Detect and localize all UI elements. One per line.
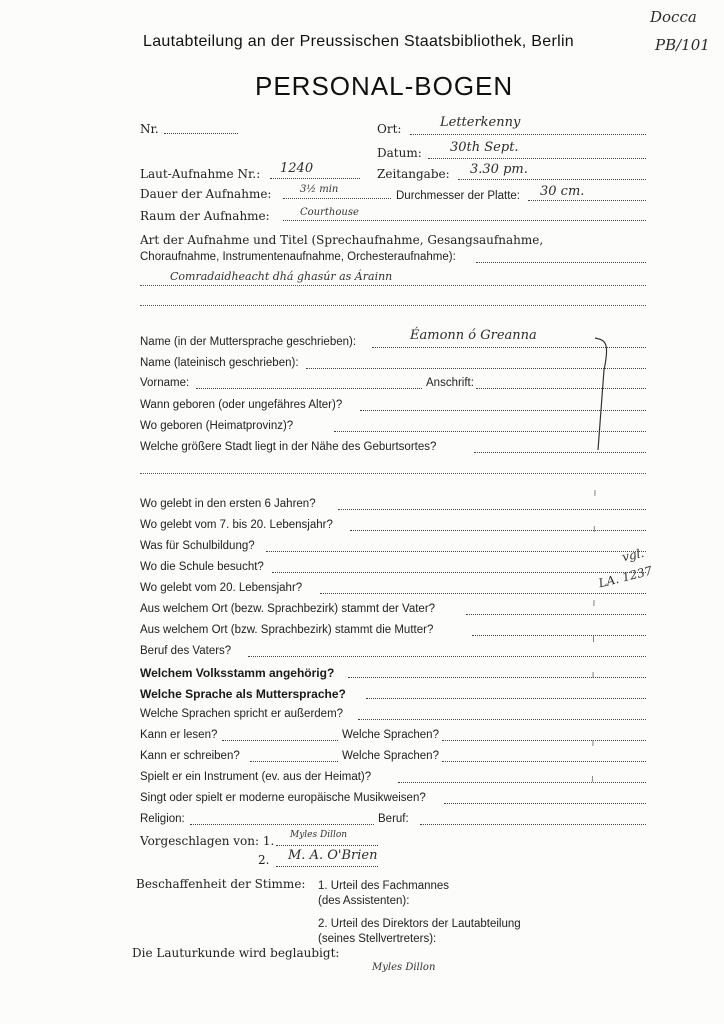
q11-label: Welche Sprachen spricht er außerdem? (140, 708, 344, 720)
geboren-label: Wann geboren (oder ungefähres Alter)? (140, 399, 343, 411)
beglaubigt-label: Die Lauturkunde wird beglaubigt: (132, 946, 340, 960)
q6-field[interactable] (466, 614, 646, 615)
datum-field[interactable] (428, 158, 646, 159)
q10-label: Welche Sprache als Muttersprache? (140, 687, 346, 701)
nr2-label: 2. (258, 853, 270, 867)
q7-label: Aus welchem Ort (bzw. Sprachbezirk) stammt die Mutter? (140, 624, 434, 636)
q13a-label: Kann er schreiben? (140, 750, 240, 762)
dauer-value: 3½ min (300, 184, 339, 195)
religion-label: Religion: (140, 813, 185, 825)
raum-label: Raum der Aufnahme: (140, 209, 270, 223)
q3-label: Was für Schulbildung? (140, 540, 255, 552)
pen-vertical-mark (585, 480, 605, 860)
raum-field[interactable] (283, 220, 646, 221)
corner-note-bottom: PB/101 (655, 36, 710, 54)
urteil2-line1: 2. Urteil des Direktors der Lautabteilung (318, 918, 521, 930)
pen-bracket-mark (590, 330, 620, 470)
art-label-line2: Choraufnahme, Instrumentenaufnahme, Orchesteraufnahme): (140, 251, 456, 263)
q6-label: Aus welchem Ort (bezw. Sprachbezirk) stammt der Vater? (140, 603, 436, 615)
urteil2-line2: (seines Stellvertreters): (318, 933, 437, 945)
name-mutter-value: Éamonn ó Greanna (410, 328, 537, 343)
art-field-line2[interactable] (140, 285, 646, 286)
q5-label: Wo gelebt vom 20. Lebensjahr? (140, 582, 303, 594)
vorgeschlagen-1-field[interactable] (276, 845, 378, 846)
ort-field[interactable] (410, 134, 646, 135)
vorgeschlagen-2-value: M. A. O'Brien (288, 848, 378, 863)
q12a-label: Kann er lesen? (140, 729, 218, 741)
q14-label: Spielt er ein Instrument (ev. aus der Heimat)? (140, 771, 372, 783)
q12b-label: Welche Sprachen? (342, 729, 439, 741)
art-label-line1: Art der Aufnahme und Titel (Sprechaufnahme, Gesangsaufnahme, (140, 233, 544, 247)
vorname-field[interactable] (196, 388, 422, 389)
vorgeschlagen-label: Vorgeschlagen von: 1. (140, 834, 275, 848)
beruf-label: Beruf: (378, 813, 409, 825)
dauer-label: Dauer der Aufnahme: (140, 187, 272, 201)
art-field-line3[interactable] (140, 305, 646, 306)
religion-field[interactable] (190, 824, 374, 825)
note-vgl: vgl. (620, 545, 646, 565)
q8-label: Beruf des Vaters? (140, 645, 232, 657)
stadt-field-line2[interactable] (140, 473, 646, 474)
ort-value: Letterkenny (440, 115, 521, 130)
q13b-label: Welche Sprachen? (342, 750, 439, 762)
urteil1-line1: 1. Urteil des Fachmannes (318, 880, 450, 892)
nr-label: Nr. (140, 122, 159, 136)
q15-field[interactable] (444, 803, 646, 804)
q13b-field[interactable] (442, 761, 646, 762)
laut-label: Laut-Aufnahme Nr.: (140, 167, 261, 181)
urteil1-line2: (des Assistenten): (318, 895, 410, 907)
institute-header: Lautabteilung an der Preussischen Staatsbibliothek, Berlin (143, 33, 574, 50)
durch-value: 30 cm. (540, 184, 585, 199)
vorname-label: Vorname: (140, 377, 190, 389)
note-la: LA. 1237 (597, 563, 654, 591)
datum-label: Datum: (377, 146, 422, 160)
q4-label: Wo die Schule besucht? (140, 561, 264, 573)
vorgeschlagen-2-field[interactable] (276, 866, 378, 867)
ort-label: Ort: (377, 122, 402, 136)
dauer-field[interactable] (283, 198, 391, 199)
signature: Myles Dillon (372, 962, 436, 973)
page-title: PERSONAL-BOGEN (255, 71, 514, 101)
nr-field[interactable] (164, 133, 238, 134)
q15-label: Singt oder spielt er moderne europäische Musikweisen? (140, 792, 426, 804)
name-mutter-label: Name (in der Muttersprache geschrieben): (140, 336, 357, 348)
q14-field[interactable] (398, 782, 646, 783)
q1-label: Wo gelebt in den ersten 6 Jahren? (140, 498, 316, 510)
vorgeschlagen-1-value: Myles Dillon (290, 830, 348, 840)
stadt-label: Welche größere Stadt liegt in der Nähe des Geburtsortes? (140, 441, 437, 453)
name-latein-label: Name (lateinisch geschrieben): (140, 357, 299, 369)
q7-field[interactable] (472, 635, 646, 636)
beruf-field[interactable] (420, 824, 646, 825)
laut-value: 1240 (280, 161, 314, 176)
q9-label: Welchem Volksstamm angehörig? (140, 666, 335, 680)
q13a-field[interactable] (250, 761, 338, 762)
durch-field[interactable] (528, 200, 646, 201)
datum-value: 30th Sept. (450, 140, 519, 155)
art-value: Comradaidheacht dhá ghasúr as Árainn (170, 270, 393, 283)
wo-geboren-label: Wo geboren (Heimatprovinz)? (140, 420, 294, 432)
zeit-field[interactable] (458, 179, 646, 180)
zeit-label: Zeitangabe: (377, 167, 450, 181)
stimme-label: Beschaffenheit der Stimme: (136, 877, 306, 891)
q2-label: Wo gelebt vom 7. bis 20. Lebensjahr? (140, 519, 333, 531)
anschrift-field[interactable] (476, 388, 646, 389)
durch-label: Durchmesser der Platte: (396, 190, 520, 202)
corner-note-top: Docca (650, 8, 697, 26)
raum-value: Courthouse (300, 207, 359, 218)
anschrift-label: Anschrift: (426, 377, 474, 389)
stadt-field[interactable] (474, 452, 646, 453)
art-field-line1[interactable] (476, 262, 646, 263)
q12b-field[interactable] (442, 740, 646, 741)
q12a-field[interactable] (222, 740, 338, 741)
zeit-value: 3.30 pm. (470, 162, 528, 177)
laut-field[interactable] (270, 178, 360, 179)
